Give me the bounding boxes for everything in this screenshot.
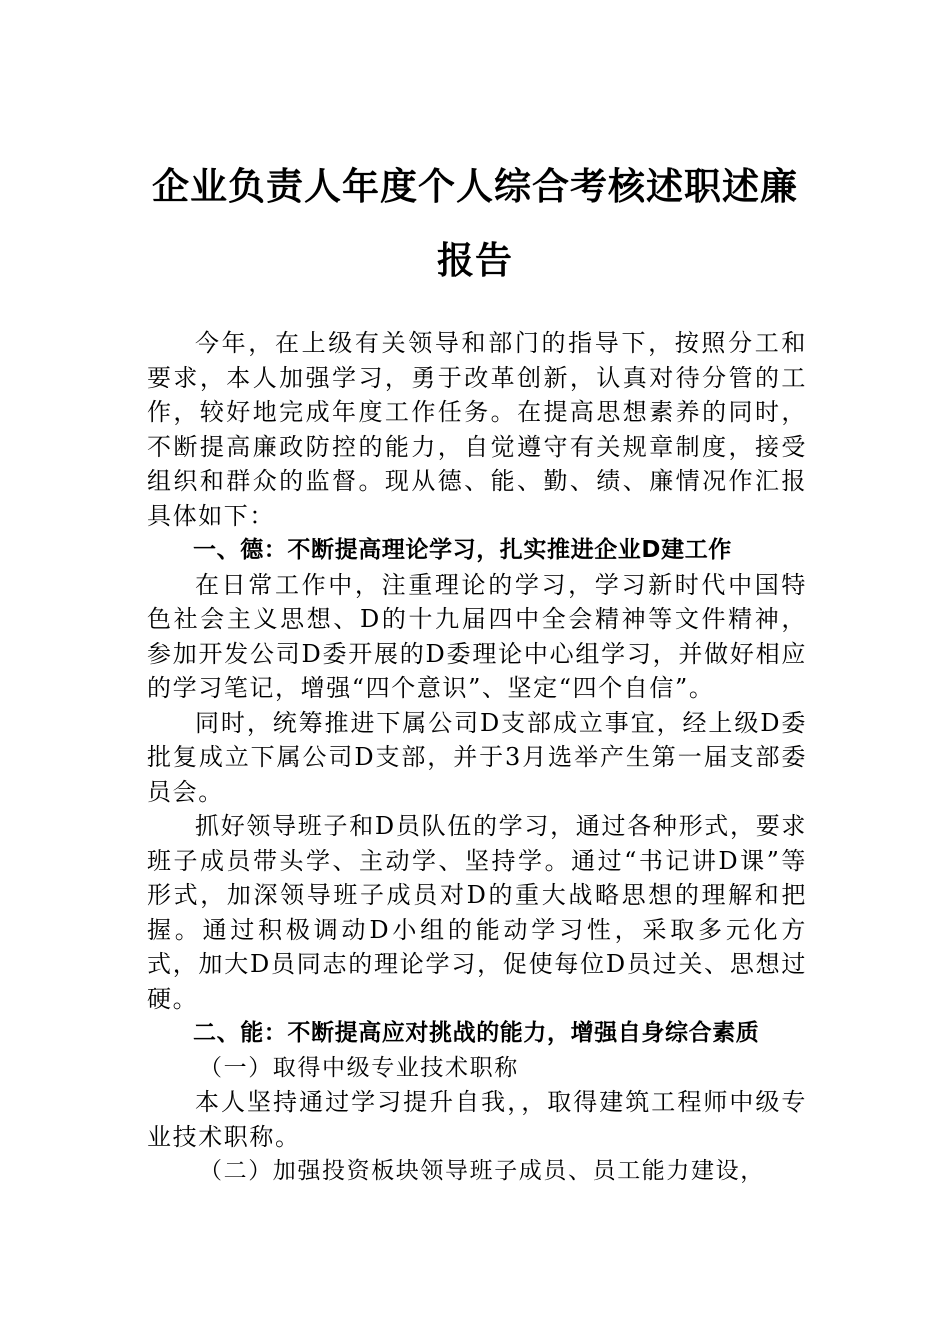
document-body xyxy=(147,326,807,1189)
section-heading-1: 一、德：不断提高理论学习，扎实推进企业D建工作 xyxy=(193,537,732,563)
paragraph: 在日常工作中，注重理论的学习，学习新时代中国特色社会主义思想、D的十九届四中全会精神等文件精神，参加开发公司D委开展的D委理论中心组学习，并做好相应的学习笔记，增强“四个意识”、坚定“四个自信”。 xyxy=(147,570,807,702)
section-heading-2: 二、能：不断提高应对挑战的能力，增强自身综合素质 xyxy=(193,1020,760,1046)
document-title: 企业负责人年度个人综合考核述职述廉报告 xyxy=(152,164,798,282)
paragraph-intro: 今年，在上级有关领导和部门的指导下，按照分工和要求，本人加强学习，勇于改革创新，认真对待分管的工作，较好地完成年度工作任务。在提高思想素养的同时，不断提高廉政防控的能力，自觉遵守有关规章制度，接受组织和群众的监督。现从德、能、勤、绩、廉情况作汇报具体如下： xyxy=(147,329,807,530)
subsection-heading-1: （一）取得中级专业技术职称 xyxy=(199,1054,519,1081)
paragraph: 抓好领导班子和D员队伍的学习，通过各种形式，要求班子成员带头学、主动学、坚持学。通过“书记讲D课”等形式，加深领导班子成员对D的重大战略思想的理解和把握。通过积极调动D小组的能动学习性，采取多元化方式，加大D员同志的理论学习，促使每位D员过关、思想过硬。 xyxy=(147,812,807,1013)
paragraph: 本人坚持通过学习提升自我，，取得建筑工程师中级专业技术职称。 xyxy=(147,1088,807,1151)
subsection-heading-2: （二）加强投资板块领导班子成员、员工能力建设， xyxy=(199,1158,765,1184)
paragraph: 同时，统筹推进下属公司D支部成立事宜，经上级D委批复成立下属公司D支部，并于3月选举产生第一届支部委员会。 xyxy=(147,708,807,806)
